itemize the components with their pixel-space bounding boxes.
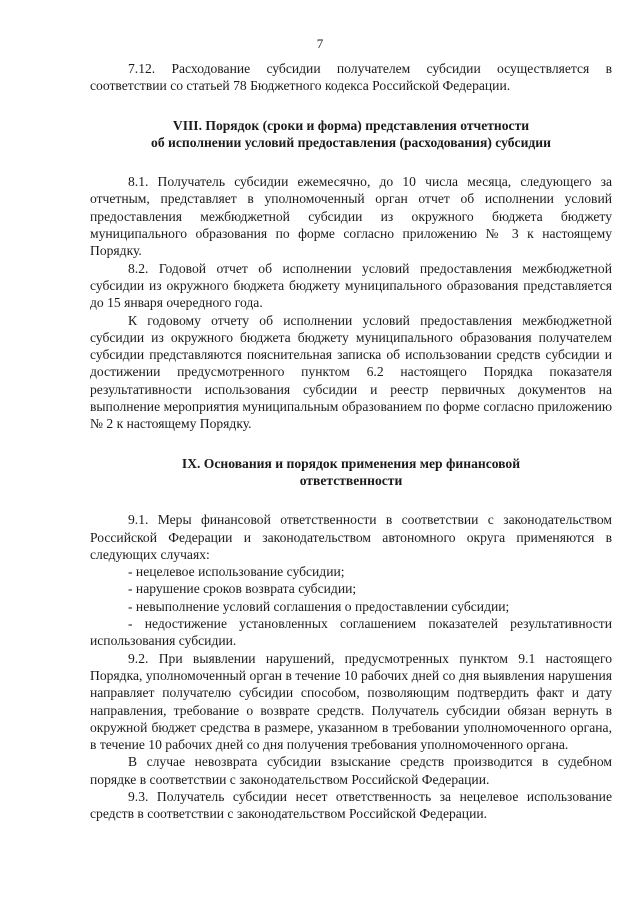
paragraph-9-2: 9.2. При выявлении нарушений, предусмотренных пунктом 9.1 настоящего Порядка, уполномоченный орган в течение 10 рабочих дней со дня выявления нарушения направляет получателю субсидии способом, позволяющим подтвердить факт и дату направления, требование о возврате средств. Получатель субсидии обязан вернуть в окружной бюджет средства в размере, указанном в требовании уполномоченного органа, в течение 10 рабочих дней со дня получения требования уполномоченного органа. <box>90 650 612 753</box>
page-number: 7 <box>316 36 324 51</box>
list-item: - недостижение установленных соглашением показателей результативности использования субсидии. <box>90 616 612 649</box>
paragraph-8-1: 8.1. Получатель субсидии ежемесячно, до 10 числа месяца, следующего за отчетным, представляет в уполномоченный орган отчет об исполнении условий предоставления межбюджетной субсидии из окружного бюджета бюджету муниципального образования по форме согласно приложению № 3 к настоящему Порядку. <box>90 174 612 259</box>
paragraph-8-2: 8.2. Годовой отчет об исполнении условий предоставления межбюджетной субсидии из окружного бюджета бюджету муниципального образования представляется до 15 января очередного года. <box>90 260 612 311</box>
section-8-heading-line1: VIII. Порядок (сроки и форма) представления отчетности <box>172 117 530 133</box>
paragraph-8-2-annual-report: К годовому отчету об исполнении условий предоставления межбюджетной субсидии из окружного бюджета бюджету муниципального образования получателем субсидии представляются пояснительная записка об использовании средств субсидии и достижении предусмотренного пунктом 6.2 настоящего Порядка показателя результативности использования субсидии и реестр первичных документов на выполнение мероприятия муниципальным образованием по форме согласно приложению № 2 к настоящему Порядку. <box>90 312 612 432</box>
paragraph-9-1: 9.1. Меры финансовой ответственности в соответствии с законодательством Российской Федерации и законодательством автономного округа применяются в следующих случаях: <box>90 512 612 562</box>
list-item: - невыполнение условий соглашения о предоставлении субсидии; <box>128 598 510 614</box>
paragraph-9-3: 9.3. Получатель субсидии несет ответственность за нецелевое использование средств в соответствии с законодательством Российской Федерации. <box>90 788 612 822</box>
paragraph-9-2-non-return: В случае невозврата субсидии взыскание средств производится в судебном порядке в соответствии с законодательством Российской Федерации. <box>90 754 612 787</box>
document-body <box>90 60 612 823</box>
list-item: - нецелевое использование субсидии; <box>128 564 345 580</box>
section-9-heading <box>90 455 612 490</box>
section-8-heading-line2: об исполнении условий предоставления (расходования) субсидии <box>151 134 551 150</box>
section-8-heading <box>90 117 612 152</box>
list-item: - нарушение сроков возврата субсидии; <box>128 581 357 597</box>
section-9-heading-line1: IX. Основания и порядок применения мер финансовой <box>181 455 521 471</box>
paragraph-7-12: 7.12. Расходование субсидии получателем субсидии осуществляется в соответствии со статьей 78 Бюджетного кодекса Российской Федерации. <box>90 61 612 94</box>
section-9-heading-line2: ответственности <box>299 472 403 488</box>
